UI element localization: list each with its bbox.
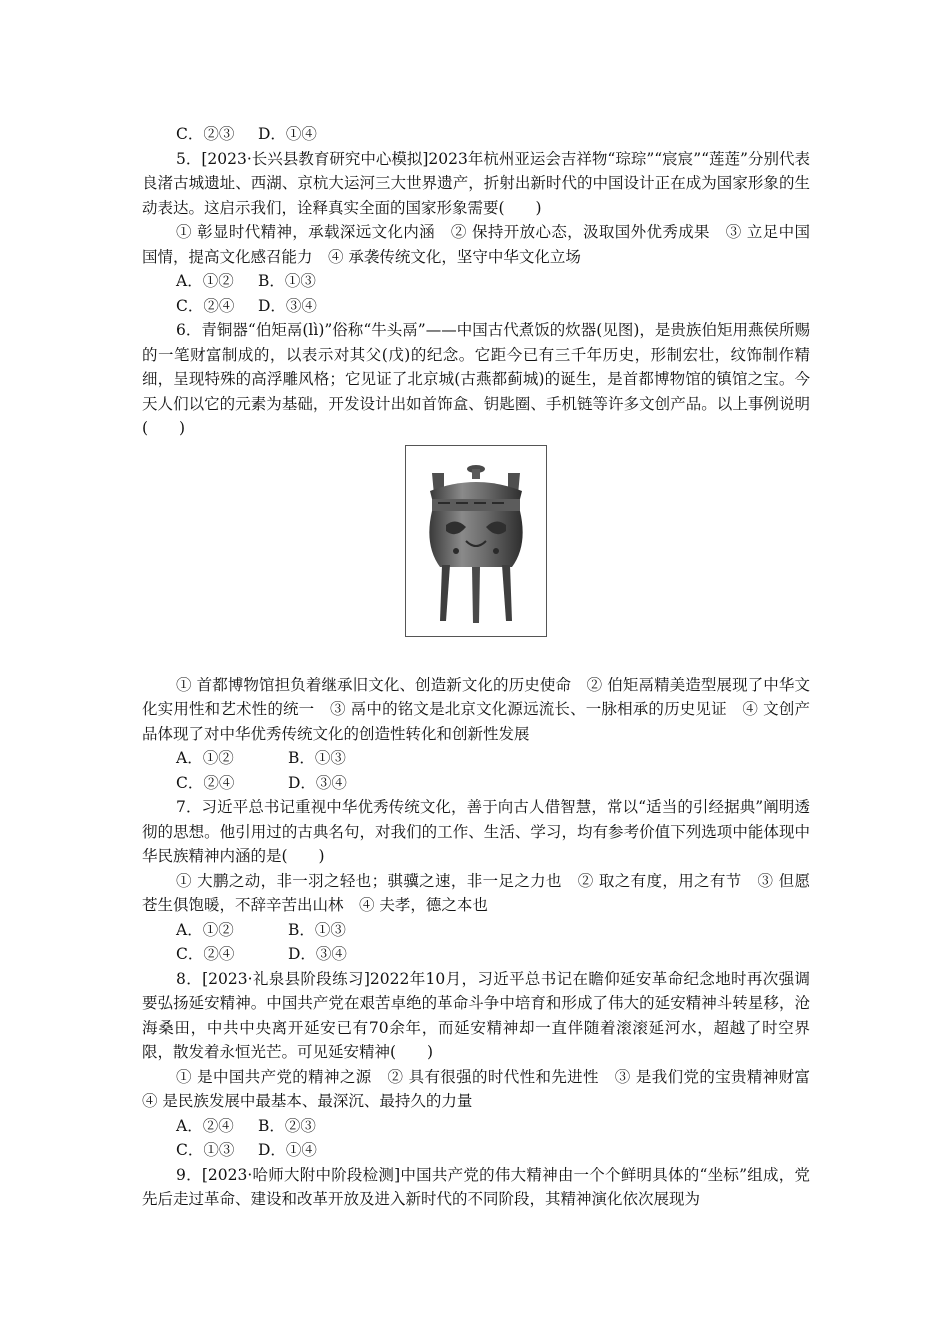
q6-figure xyxy=(405,445,547,637)
q7-option-d: D．③④ xyxy=(288,945,347,963)
q7-option-a: A．①② xyxy=(176,920,234,939)
q8-stem: 8．[2023·礼泉县阶段练习]2022年10月，习近平总书记在瞻仰延安革命纪念地时再次强调要弘扬延安精神。中国共产党在艰苦卓绝的革命斗争中培育和形成了伟大的延安精神斗转星移，沧海桑田，中共中央离开延安已有70余年，而延安精神却一直伴随着滚滚延河水，超越了时空界限，散发着永恒光芒。可见延安精神( ) xyxy=(142,969,810,1061)
q7-options-row1 xyxy=(142,918,810,943)
q5-option-c: C．②④ xyxy=(176,296,235,315)
q4-options xyxy=(142,122,810,147)
q6-options-row2 xyxy=(142,771,810,796)
bronze-li-vessel-icon xyxy=(416,455,536,627)
q7-option-b: B．①③ xyxy=(288,920,346,939)
q6-option-d: D．③④ xyxy=(288,773,347,792)
q5-option-a: A．①② xyxy=(176,272,234,290)
q5-stem: 5．[2023·长兴县教育研究中心模拟]2023年杭州亚运会吉祥物“琮琮”“宸宸”“莲莲”分别代表良渚古城遗址、西湖、京杭大运河三大世界遗产，折射出新时代的中国设计正在成为国家形象的生动表达。这启示我们，诠释真实全面的国家形象需要( ) xyxy=(142,149,810,217)
q8-option-c: C．①③ xyxy=(176,1141,235,1159)
q8-option-b: B．②③ xyxy=(258,1116,316,1135)
q8-option-d: D．①④ xyxy=(258,1141,317,1159)
q7-stem: 7．习近平总书记重视中华优秀传统文化，善于向古人借智慧，常以“适当的引经据典”阐明透彻的思想。他引用过的古典名句，对我们的工作、生活、学习，均有参考价值下列选项中能体现中华民族精神内涵的是( ) xyxy=(142,798,810,865)
q8-option-a: A．②④ xyxy=(176,1116,234,1135)
q5-options-row1 xyxy=(142,269,810,294)
q8-options-row2 xyxy=(142,1138,810,1163)
document-page xyxy=(142,122,826,1212)
q4-option-d: D．①④ xyxy=(258,125,317,143)
q5-statements: ① 彰显时代精神，承载深远文化内涵 ② 保持开放心态，汲取国外优秀成果 ③ 立足中国国情，提高文化感召能力 ④ 承袭传统文化，坚守中华文化立场 xyxy=(142,223,810,266)
q7-options-row2 xyxy=(142,942,810,967)
q6-option-a: A．①② xyxy=(176,749,234,767)
q4-option-c: C．②③ xyxy=(176,125,235,143)
q9-stem: 9．[2023·哈师大附中阶段检测]中国共产党的伟大精神由一个个鲜明具体的“坐标”组成，党先后走过革命、建设和改革开放及进入新时代的不同阶段，其精神演化依次展现为 xyxy=(142,1165,810,1208)
q8-options-row1 xyxy=(142,1114,810,1139)
q5-options-row2 xyxy=(142,294,810,319)
q7-option-c: C．②④ xyxy=(176,945,235,963)
q7-statements: ① 大鹏之动，非一羽之轻也；骐骥之速，非一足之力也 ② 取之有度，用之有节 ③ 但愿苍生俱饱暖，不辞辛苦出山林 ④ 夫孝，德之本也 xyxy=(142,871,810,914)
q5-option-d: D．③④ xyxy=(258,296,317,315)
q6-option-c: C．②④ xyxy=(176,773,235,792)
q6-option-b: B．①③ xyxy=(288,749,346,767)
q6-options-row1 xyxy=(142,746,810,771)
q6-stem: 6．青铜器“伯矩鬲(lì)”俗称“牛头鬲”——中国古代煮饭的炊器(见图)，是贵族伯矩用燕侯所赐的一笔财富制成的，以表示对其父(戊)的纪念。它距今已有三千年历史，形制宏壮，纹饰制作精细，呈现特殊的高浮雕风格；它见证了北京城(古燕都蓟城)的诞生，是首都博物馆的镇馆之宝。今天人们以它的元素为基础，开发设计出如首饰盒、钥匙圈、手机链等许多文创产品。以上事例说明( ) xyxy=(142,321,810,437)
q8-statements: ① 是中国共产党的精神之源 ② 具有很强的时代性和先进性 ③ 是我们党的宝贵精神财富 ④ 是民族发展中最基本、最深沉、最持久的力量 xyxy=(142,1067,826,1110)
q6-statements: ① 首都博物馆担负着继承旧文化、创造新文化的历史使命 ② 伯矩鬲精美造型展现了中华文化实用性和艺术性的统一 ③ 鬲中的铭文是北京文化源远流长、一脉相承的历史见证 ④ 文创产品体现了对中华优秀传统文化的创造性转化和创新性发展 xyxy=(142,675,810,743)
q5-option-b: B．①③ xyxy=(258,272,316,290)
